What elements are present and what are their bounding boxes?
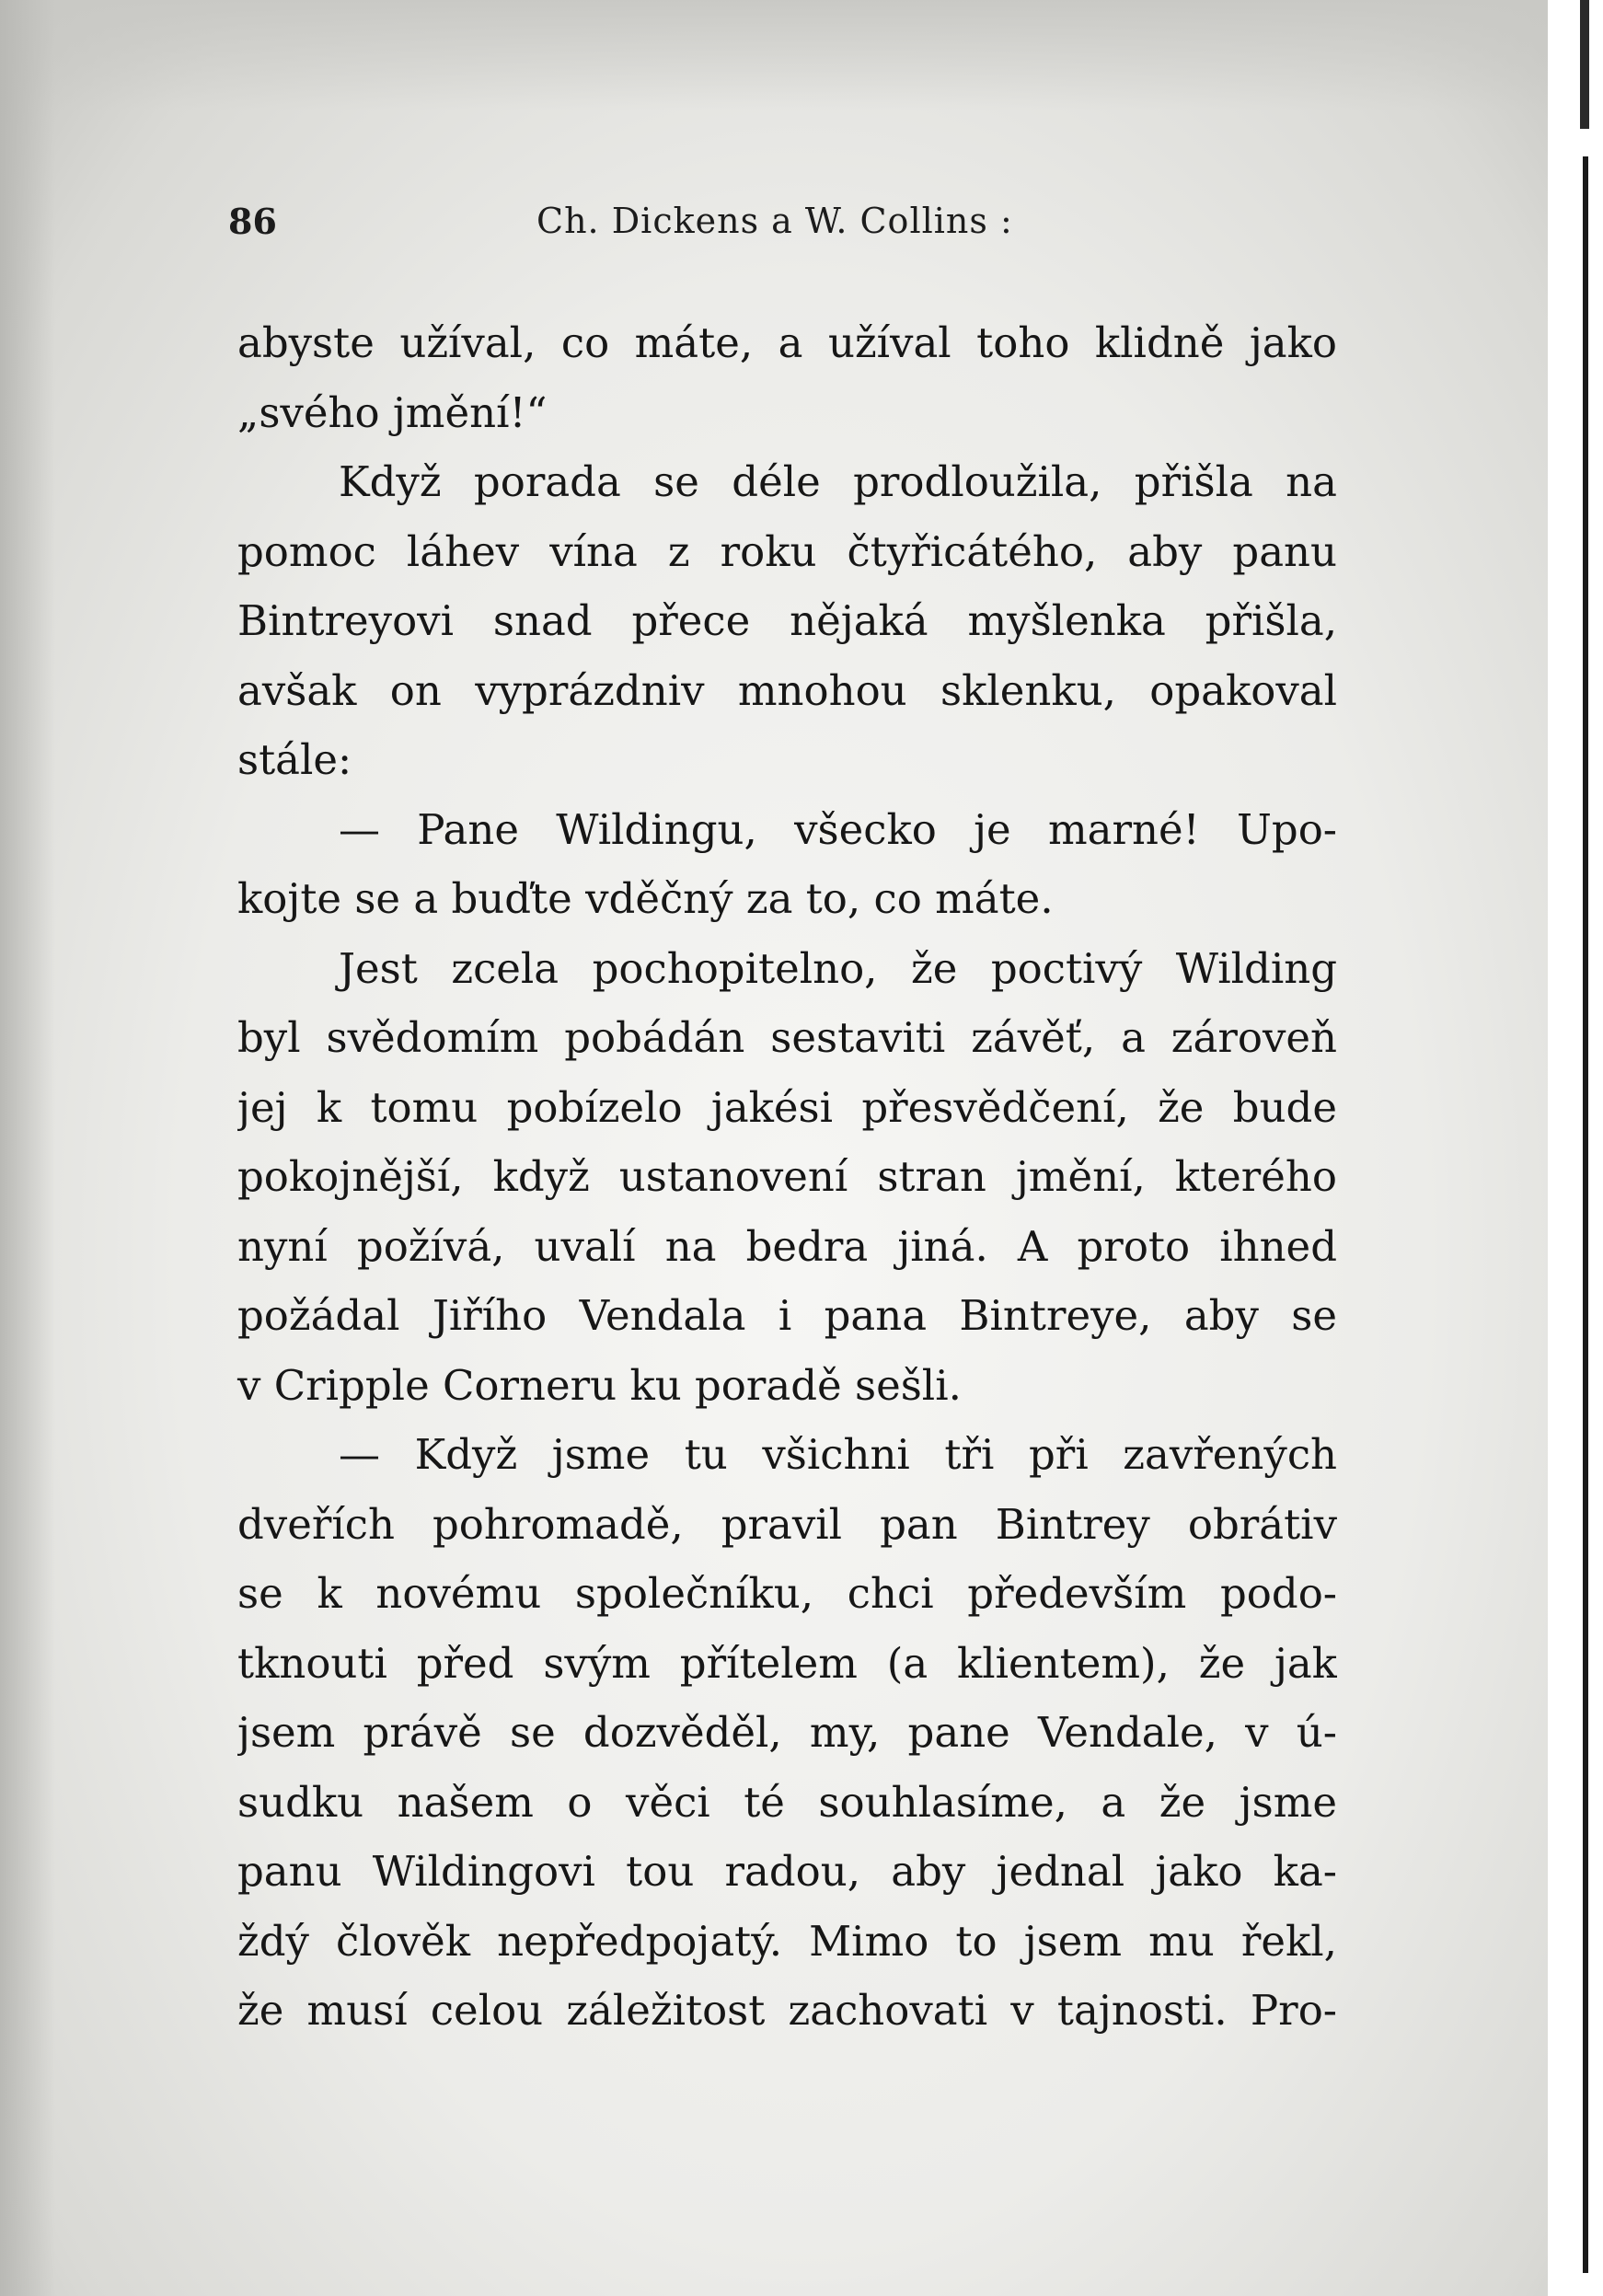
text-line: pokojnější, když ustanovení stran jmění, kterého: [237, 1152, 1337, 1201]
binding-edge: [1583, 156, 1588, 2273]
page-number: 86: [228, 201, 277, 242]
text-line: kojte se a buďte vděčný za to, co máte.: [237, 874, 1054, 923]
text-line: se k novému společníku, chci především podo-: [237, 1569, 1337, 1618]
text-line: stále:: [237, 735, 352, 784]
scan-shadow-left: [0, 0, 55, 2296]
text-line: sudku našem o věci té souhlasíme, a že jsme: [237, 1777, 1337, 1827]
text-line: Bintreyovi snad přece nějaká myšlenka přišla,: [237, 596, 1337, 645]
text-line: — Pane Wildingu, všecko je marné! Upo-: [339, 804, 1337, 854]
text-line: jsem právě se dozvěděl, my, pane Vendale, v ú-: [237, 1708, 1337, 1757]
text-line: panu Wildingovi tou radou, aby jednal jako ka-: [237, 1847, 1337, 1896]
text-line: tknouti před svým přítelem (a klientem), že jak: [237, 1638, 1337, 1688]
text-line: jej k tomu pobízelo jakési přesvědčení, že bude: [237, 1082, 1337, 1132]
scan-shadow-top: [0, 0, 1603, 110]
text-line: dveřích pohromadě, pravil pan Bintrey obrátiv: [237, 1499, 1337, 1549]
text-line: v Cripple Corneru ku poradě sešli.: [237, 1360, 962, 1410]
text-line: byl svědomím pobádán sestaviti závěť, a zároveň: [237, 1013, 1337, 1062]
text-line: ždý člověk nepředpojatý. Mimo to jsem mu řekl,: [237, 1916, 1337, 1966]
text-line: pomoc láhev vína z roku čtyřicátého, aby panu: [237, 526, 1337, 576]
scan-margin-right: [1548, 0, 1603, 2296]
running-head: Ch. Dickens a W. Collins :: [536, 201, 1013, 241]
text-line: Když porada se déle prodloužila, přišla na: [339, 457, 1337, 506]
text-line: avšak on vyprázdniv mnohou sklenku, opakoval: [237, 665, 1337, 715]
text-line: — Když jsme tu všichni tři při zavřených: [339, 1430, 1337, 1479]
text-line: nyní požívá, uvalí na bedra jiná. A proto ihned: [237, 1221, 1337, 1271]
text-line: abyste užíval, co máte, a užíval toho klidně jako: [237, 318, 1337, 367]
page-header: [228, 201, 1360, 252]
text-line: „svého jmění!“: [237, 387, 548, 437]
body-text: [237, 308, 1337, 2046]
text-line: že musí celou záležitost zachovati v tajnosti. Pro-: [237, 1986, 1337, 2035]
text-line: požádal Jiřího Vendala i pana Bintreye, aby se: [237, 1291, 1337, 1340]
binding-edge-top: [1580, 0, 1589, 129]
text-line: Jest zcela pochopitelno, že poctivý Wilding: [339, 943, 1337, 993]
